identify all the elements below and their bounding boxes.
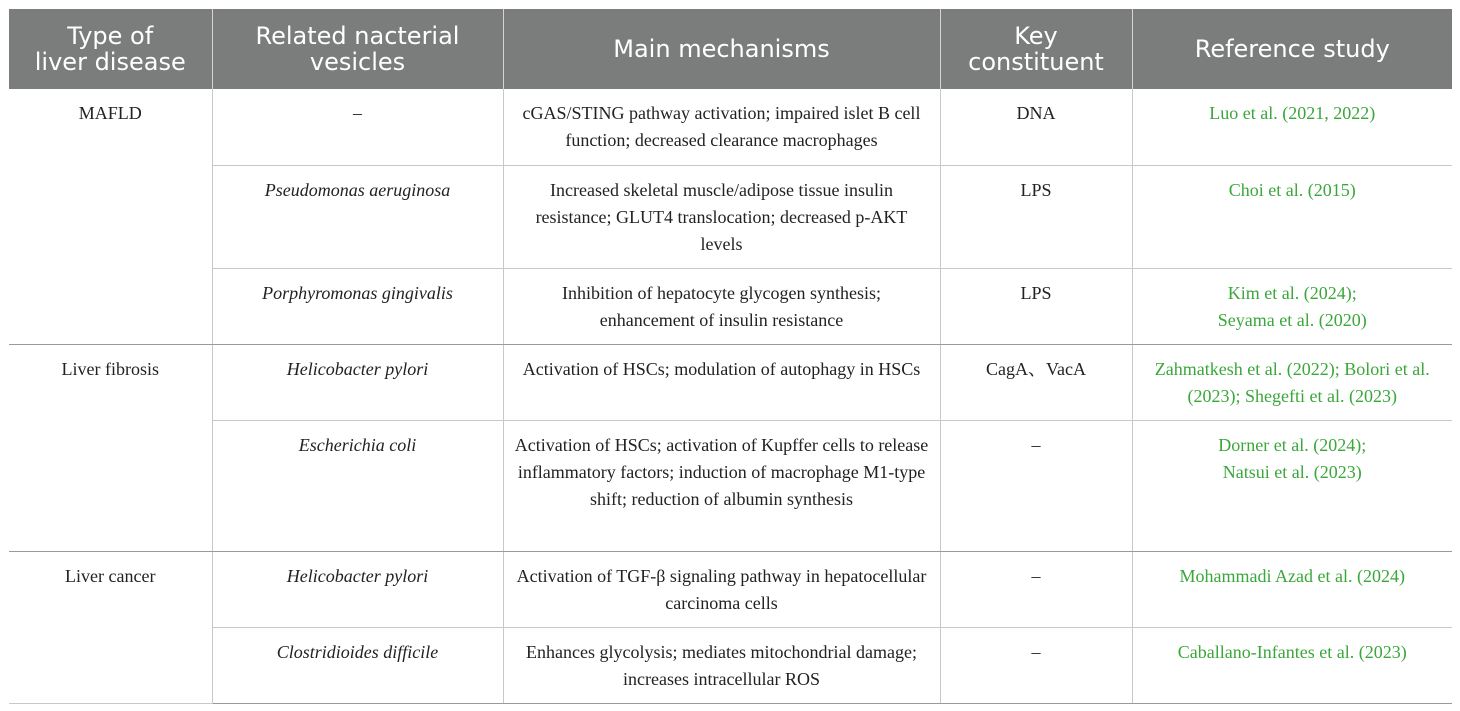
data-table-container <box>9 9 1452 704</box>
mechanism-cell: Increased skeletal muscle/adipose tissue insulin resistance; GLUT4 translocation; decreased p-AKT levels <box>503 165 940 268</box>
constituent-cell: – <box>940 551 1132 627</box>
reference-link[interactable]: Zahmatkesh et al. (2022) <box>1154 358 1335 379</box>
vesicle-cell: – <box>212 89 503 165</box>
header-constituent: Key constituent <box>940 9 1132 89</box>
reference-separator: ; <box>1334 358 1345 379</box>
reference-cell <box>1132 344 1452 420</box>
vesicle-cell: Escherichia coli <box>212 420 503 551</box>
header-disease-type: Type of liver disease <box>9 9 212 89</box>
header-reference: Reference study <box>1132 9 1452 89</box>
mechanism-cell: Activation of HSCs; activation of Kupffer cells to release inflammatory factors; induction of macrophage M1-type shift; reduction of albumin synthesis <box>503 420 940 551</box>
constituent-cell: LPS <box>940 165 1132 268</box>
vesicle-cell: Pseudomonas aeruginosa <box>212 165 503 268</box>
reference-link[interactable]: Natsui et al. (2023) <box>1222 461 1362 482</box>
reference-link[interactable]: Shegefti et al. (2023) <box>1245 385 1397 406</box>
reference-link[interactable]: Seyama et al. (2020) <box>1217 309 1367 330</box>
vesicle-cell: Porphyromonas gingivalis <box>212 268 503 344</box>
vesicle-cell: Helicobacter pylori <box>212 551 503 627</box>
reference-cell <box>1132 89 1452 165</box>
disease-cell: Liver fibrosis <box>9 344 212 551</box>
mechanism-cell: Inhibition of hepatocyte glycogen synthesis; enhancement of insulin resistance <box>503 268 940 344</box>
reference-cell <box>1132 551 1452 627</box>
mechanism-cell: Activation of HSCs; modulation of autophagy in HSCs <box>503 344 940 420</box>
reference-link[interactable]: Mohammadi Azad et al. (2024) <box>1179 565 1405 586</box>
mechanism-cell: Activation of TGF-β signaling pathway in hepatocellular carcinoma cells <box>503 551 940 627</box>
vesicle-cell: Clostridioides difficile <box>212 627 503 703</box>
constituent-cell: CagA、VacA <box>940 344 1132 420</box>
disease-cell: Liver cancer <box>9 551 212 703</box>
reference-cell <box>1132 165 1452 268</box>
reference-separator: ; <box>1351 282 1357 303</box>
table-row <box>9 165 1452 268</box>
table-header <box>9 9 1452 89</box>
table-row <box>9 420 1452 551</box>
constituent-cell: DNA <box>940 89 1132 165</box>
table-row <box>9 268 1452 344</box>
constituent-cell: – <box>940 420 1132 551</box>
reference-link[interactable]: Dorner et al. (2024) <box>1218 434 1362 455</box>
reference-cell <box>1132 268 1452 344</box>
table-row <box>9 344 1452 420</box>
disease-cell: MAFLD <box>9 89 212 344</box>
reference-cell <box>1132 627 1452 703</box>
constituent-cell: LPS <box>940 268 1132 344</box>
constituent-cell: – <box>940 627 1132 703</box>
liver-disease-vesicles-table <box>9 9 1452 704</box>
reference-link[interactable]: Caballano-Infantes et al. (2023) <box>1177 641 1407 662</box>
reference-link[interactable]: 2022) <box>1333 103 1376 123</box>
table-body <box>9 89 1452 703</box>
reference-cell <box>1132 420 1452 551</box>
header-vesicles: Related nacterial vesicles <box>212 9 503 89</box>
table-row <box>9 89 1452 165</box>
table-row <box>9 627 1452 703</box>
mechanism-cell: cGAS/STING pathway activation; impaired islet B cell function; decreased clearance macrophages <box>503 89 940 165</box>
reference-separator: ; <box>1235 385 1246 406</box>
reference-link[interactable]: Bolori et al. (2023) <box>1187 358 1430 406</box>
table-row <box>9 551 1452 627</box>
reference-link[interactable]: Luo et al. (2021 <box>1209 103 1325 123</box>
header-mechanisms: Main mechanisms <box>503 9 940 89</box>
reference-separator: , <box>1324 103 1334 123</box>
header-row <box>9 9 1452 89</box>
vesicle-cell: Helicobacter pylori <box>212 344 503 420</box>
mechanism-cell: Enhances glycolysis; mediates mitochondrial damage; increases intracellular ROS <box>503 627 940 703</box>
reference-link[interactable]: Kim et al. (2024) <box>1227 282 1352 303</box>
reference-separator: ; <box>1361 434 1367 455</box>
reference-link[interactable]: Choi et al. (2015) <box>1228 179 1356 200</box>
